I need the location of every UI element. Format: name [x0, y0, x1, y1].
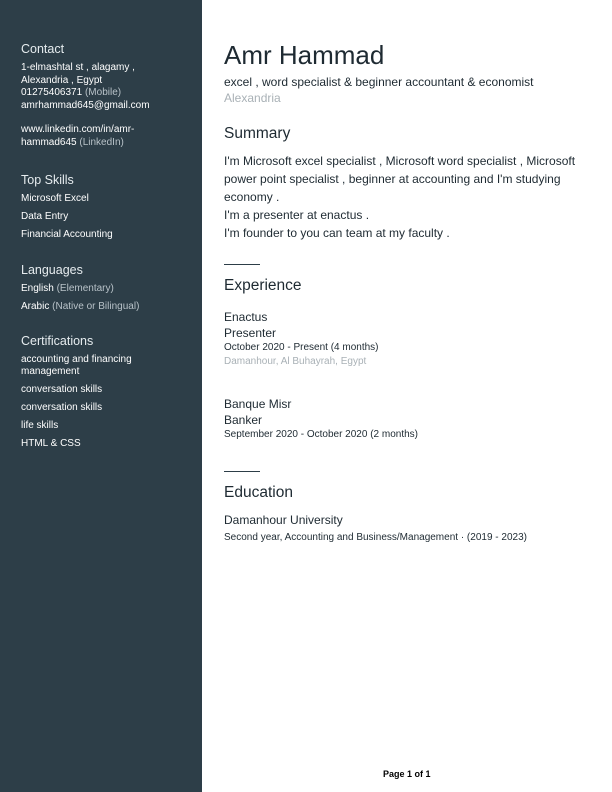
job-title: Banker — [224, 413, 263, 427]
experience-entry-banque-misr — [224, 396, 584, 442]
experience-heading: Experience — [224, 277, 302, 294]
certifications-section — [21, 334, 196, 456]
linkedin-link[interactable] — [21, 124, 196, 149]
certification-item: accounting and financing management — [21, 354, 132, 377]
skill-item: Microsoft Excel — [21, 193, 89, 204]
linkedin-url-part-2: hammad645 — [21, 136, 77, 148]
language-item — [21, 301, 196, 313]
profile-name: Amr Hammad — [224, 40, 385, 70]
profile-headline: excel , word specialist & beginner accountant & economist — [224, 75, 534, 89]
skill-item: Financial Accounting — [21, 229, 113, 240]
phone-number: 01275406371 — [21, 87, 83, 98]
linkedin-label: (LinkedIn) — [79, 136, 124, 148]
email-link[interactable]: amrhammad645@gmail.com — [21, 99, 150, 111]
experience-entry-enactus — [224, 309, 584, 369]
contact-section — [21, 42, 196, 149]
summary-paragraph: I'm Microsoft excel specialist , Microsoft word specialist , Microsoft power point specialist , beginner at accounting and I'm studying economy . — [224, 154, 576, 204]
job-dates: October 2020 - Present (4 months) — [224, 342, 379, 353]
certification-item: conversation skills — [21, 402, 103, 413]
certification-item: life skills — [21, 420, 59, 431]
phone-type: (Mobile) — [84, 87, 122, 98]
top-skills-section — [21, 173, 196, 247]
school-name: Damanhour University — [224, 513, 343, 527]
summary-heading: Summary — [224, 125, 291, 142]
profile-location: Alexandria — [224, 91, 281, 105]
section-divider — [224, 264, 260, 265]
education-details: Second year, Accounting and Business/Management · (2019 - 2023) — [224, 532, 527, 543]
linkedin-url-part-1: www.linkedin.com/in/amr- — [21, 124, 135, 135]
language-item — [21, 283, 196, 295]
summary-paragraph: I'm a presenter at enactus . — [224, 208, 370, 222]
languages-heading: Languages — [21, 263, 83, 277]
summary-paragraph: I'm founder to you can team at my faculty . — [224, 226, 450, 240]
job-location: Damanhour, Al Buhayrah, Egypt — [224, 356, 367, 367]
certification-item: HTML & CSS — [21, 438, 81, 449]
certifications-heading: Certifications — [21, 334, 94, 348]
certification-item: conversation skills — [21, 384, 103, 395]
summary-text — [224, 152, 582, 242]
language-level: (Elementary) — [56, 283, 114, 294]
sidebar — [0, 0, 202, 792]
job-title: Presenter — [224, 326, 277, 340]
page-number: Page 1 of 1 — [383, 769, 431, 779]
contact-heading: Contact — [21, 42, 65, 56]
address-line-1: 1-elmashtal st , alagamy , — [21, 62, 135, 73]
address-line-2: Alexandria , Egypt — [21, 74, 103, 86]
job-company: Banque Misr — [224, 397, 292, 411]
section-divider — [224, 471, 260, 472]
language-name: English — [21, 283, 54, 294]
language-level: (Native or Bilingual) — [52, 301, 140, 312]
education-heading: Education — [224, 484, 293, 501]
job-company: Enactus — [224, 310, 268, 324]
skill-item: Data Entry — [21, 211, 69, 222]
education-entry — [224, 512, 584, 545]
top-skills-heading: Top Skills — [21, 173, 74, 187]
language-name: Arabic — [21, 301, 50, 312]
phone-row — [21, 87, 196, 100]
job-dates: September 2020 - October 2020 (2 months) — [224, 429, 418, 440]
languages-section — [21, 263, 196, 319]
